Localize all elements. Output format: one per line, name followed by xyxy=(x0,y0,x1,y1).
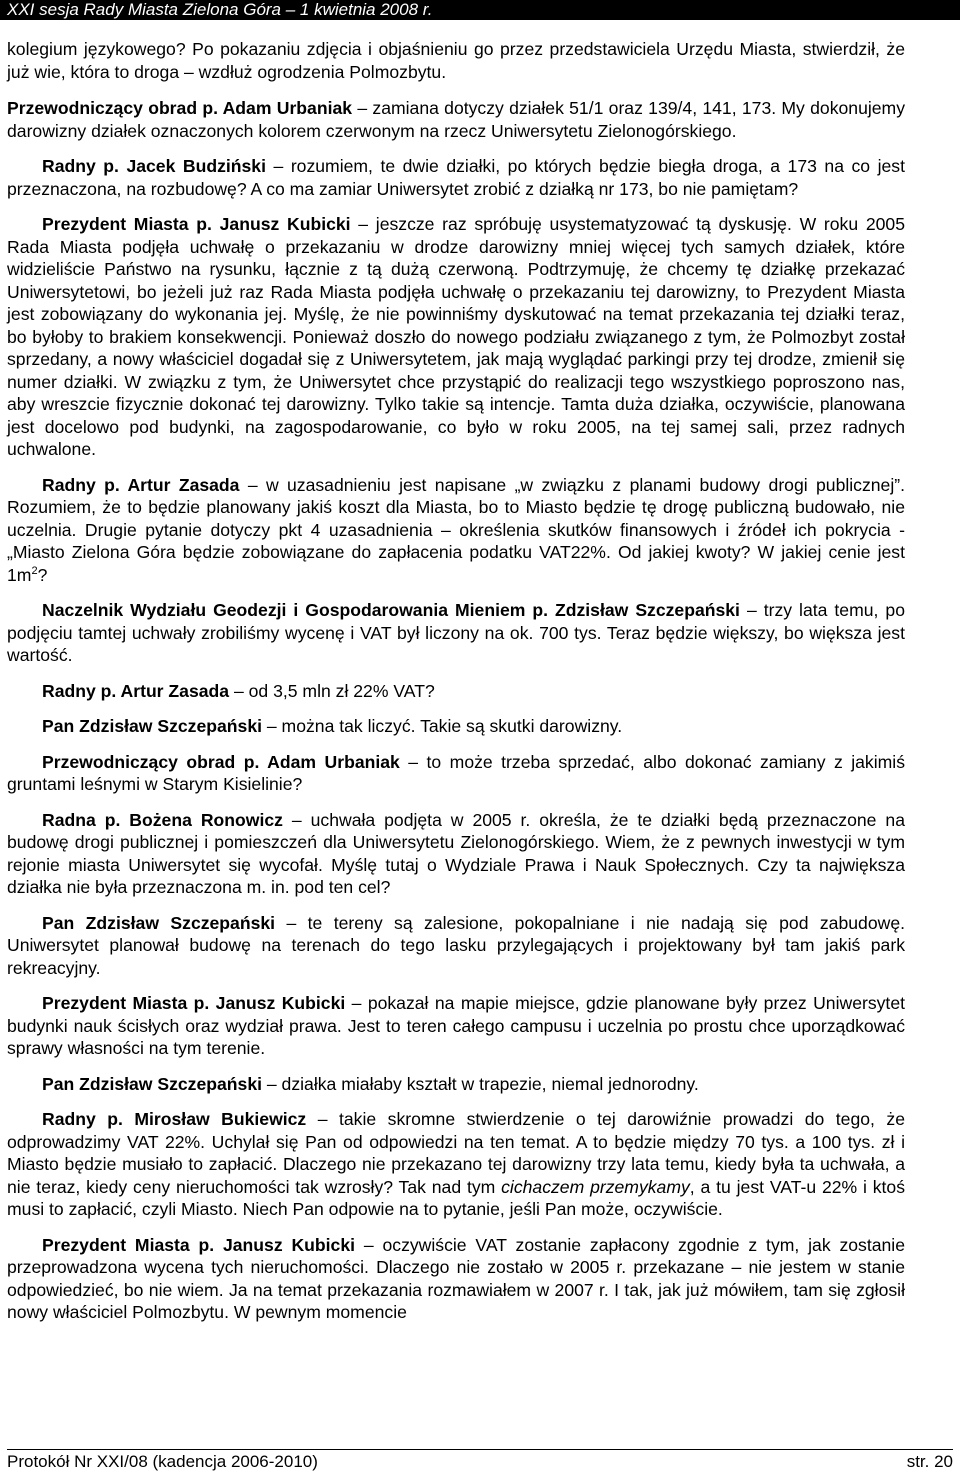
speaker-name: Radna p. Bożena Ronowicz xyxy=(42,809,283,830)
paragraph xyxy=(7,751,905,796)
speaker-name: Prezydent Miasta p. Janusz Kubicki xyxy=(42,214,351,234)
paragraph xyxy=(7,992,905,1060)
page-footer xyxy=(7,1452,953,1472)
speaker-name: Pan Zdzisław Szczepański xyxy=(42,716,262,736)
paragraph xyxy=(7,38,905,83)
speaker-name: Radny p. Artur Zasada xyxy=(42,474,240,495)
paragraph-text: – uchwała podjęta w 2005 r. określa, że te działki będą przeznaczone na budowę drogi publicznej i pomieszczeń dla Uniwersytetu Zielonogórskiego. Wiem, że z pewnych inwestycji w tym rejonie miasta Uniwersytet się wycofał. Myślę tutaj o Wydziale Prawa i Nauk Społecznych. Czy ta największa działka nie była przeznaczona m. in. pod ten cel? xyxy=(7,809,905,897)
speaker-name: Radny p. Jacek Budziński xyxy=(42,156,266,176)
paragraph xyxy=(7,155,905,200)
paragraph-text: – rozumiem, te dwie działki, po których będzie biegła droga, a 173 na co jest przeznaczona, na rozbudowę? A co ma zamiar Uniwersytet zrobić z działką nr 173, bo nie pamiętam? xyxy=(7,156,905,199)
paragraph-text: – można tak liczyć. Takie są skutki darowizny. xyxy=(262,716,623,736)
speaker-name: Przewodniczący obrad p. Adam Urbaniak xyxy=(42,751,400,772)
superscript: 2 xyxy=(31,564,38,577)
speaker-name: Prezydent Miasta p. Janusz Kubicki xyxy=(42,1234,356,1255)
speaker-name: Pan Zdzisław Szczepański xyxy=(42,912,276,933)
paragraph xyxy=(7,474,905,587)
footer-document-ref: Protokół Nr XXI/08 (kadencja 2006-2010) xyxy=(7,1452,318,1471)
paragraph-text: – pokazał na mapie miejsce, gdzie planowane były przez Uniwersytet budynki nauk ścisłych oraz wydział prawa. Jest to teren całego campusu i uczelnia po prostu chce uporządkować sprawy własności na tym terenie. xyxy=(7,993,905,1058)
running-header: XXI sesja Rady Miasta Zielona Góra – 1 kwietnia 2008 r. xyxy=(0,0,960,20)
paragraph-text: – zamiana dotyczy działek 51/1 oraz 139/4, 141, 173. My dokonujemy darowizny działek oznaczonych kolorem czerwonym na rzecz Uniwersytetu Zielonogórskiego. xyxy=(7,98,906,141)
paragraph xyxy=(7,1073,905,1096)
paragraph-text: kolegium językowego? Po pokazaniu zdjęcia i objaśnieniu go przez przedstawiciela Urzędu Miasta, stwierdził, że już wie, która to droga – wzdłuż ogrodzenia Polmozbytu. xyxy=(7,39,905,82)
italic-phrase: cichaczem przemykamy xyxy=(501,1176,690,1197)
paragraph xyxy=(7,715,905,738)
paragraph-text: – takie skromne stwierdzenie o tej darowiźnie prowadzi do tego, że odprowadzimy VAT 22%. Uchylał się Pan od odpowiedzi na ten temat. A to będzie między 70 tys. a 100 tys. zł i Miasto będzie musiało to zapłacić. Dlaczego nie przekazano tej darowizny trzy lata temu, kiedy była ta uchwała, a nie teraz, kiedy ceny nieruchomości tak wzrosły? Tak nad tym xyxy=(7,1109,905,1197)
paragraph-text: – działka miałaby kształt w trapezie, niemal jednorodny. xyxy=(262,1073,699,1094)
paragraph-text: – od 3,5 mln zł 22% VAT? xyxy=(229,680,435,701)
paragraph-text: – te tereny są zalesione, pokopalniane i nie nadają się pod zabudowę. Uniwersytet planował budowę na terenach do tego lasku przylegających i projektowany był tam jakiś park rekreacyjny. xyxy=(7,912,905,978)
speaker-name: Radny p. Mirosław Bukiewicz xyxy=(42,1109,307,1129)
footer-divider xyxy=(7,1449,953,1450)
paragraph xyxy=(7,1108,905,1221)
paragraph xyxy=(7,912,905,980)
paragraph-text: – w uzasadnieniu jest napisane „w związku z planami budowy drogi publicznej”. Rozumiem, że to będzie planowany jakiś koszt dla Miasta, bo to Miasto będzie tę drogę publiczną budowało, nie uczelnia. Drugie pytanie dotyczy pkt 4 uzasadnienia – określenia skutków finansowych i źródeł ich pokrycia - „Miasto Zielona Góra będzie zobowiązane do zapłacenia podatku VAT22%. Od jakiej kwoty? W jakiej cenie jest 1m xyxy=(7,474,906,585)
paragraph xyxy=(7,1234,905,1324)
paragraph xyxy=(7,809,905,899)
paragraph-text: – jeszcze raz spróbuję usystematyzować tą dyskusję. W roku 2005 Rada Miasta podjęła uchwałę o przekazaniu w drodze darowizny mniej więcej tych samych działek, które widzieliście Państwo na rysunku, łącznie z tą dużą czerwoną. Podtrzymuję, że chcemy tę działkę przekazać Uniwersytetowi, bo jeżeli już raz Rada Miasta podjęła uchwałę o przekazaniu tej darowizny, to Prezydent Miasta jest zobowiązany do wykonania jej. Myślę, że nie powinniśmy dyskutować na temat przekazania tej działki teraz, bo byłoby to brakiem konsekwencji. Ponieważ doszło do nowego podziału związanego z tym, że Polmozbyt został sprzedany, a nowy właściciel dogadał się z Uniwersytetem, jak mają wyglądać parkingi przy tej drodze, zmienił się numer działki. W związku z tym, że Uniwersytet chce przystąpić do realizacji tego wszystkiego poproszono nas, aby wreszcie fizycznie dokonać tej darowizny. Tylko takie są intencje. Tamta duża działka, oczywiście, planowana jest docelowo pod budynki, na zagospodarowanie, co było w roku 2005, na tej samej sali, przez radnych uchwalone. xyxy=(7,214,905,459)
speaker-name: Przewodniczący obrad p. Adam Urbaniak xyxy=(7,98,353,118)
document-body xyxy=(7,38,905,1324)
paragraph xyxy=(7,97,905,142)
speaker-name: Pan Zdzisław Szczepański xyxy=(42,1073,262,1094)
paragraph xyxy=(7,213,905,461)
speaker-name: Radny p. Artur Zasada xyxy=(42,680,230,701)
speaker-name: Naczelnik Wydziału Geodezji i Gospodarowania Mieniem p. Zdzisław Szczepański xyxy=(42,600,740,620)
paragraph-text-end: ? xyxy=(37,564,48,585)
page-number: str. 20 xyxy=(906,1452,953,1471)
paragraph xyxy=(7,680,905,703)
paragraph-text: – oczywiście VAT zostanie zapłacony zgodnie z tym, jak zostanie przeprowadzona wycena tych nieruchomości. Dlaczego nie zostało w 2005 r. przekazane – nie jestem w stanie odpowiedzieć, bo nie wiem. Ja na temat przekazania rozmawiałem w 2007 r. I tak, jak już mówiłem, tam się zgłosił nowy właściciel Polmozbytu. W pewnym momencie xyxy=(7,1234,905,1322)
paragraph-text: – trzy lata temu, po podjęciu tamtej uchwały zrobiliśmy wycenę i VAT był liczony na ok. 700 tys. Teraz będzie większy, bo większa jest wartość. xyxy=(7,600,905,665)
paragraph-text-cont: , a tu jest VAT-u 22% i ktoś musi to zapłacić, czyli Miasto. Niech Pan odpowie na to pytanie, jeśli Pan może, oczywiście. xyxy=(7,1176,905,1219)
speaker-name: Prezydent Miasta p. Janusz Kubicki xyxy=(42,993,346,1013)
paragraph xyxy=(7,599,905,667)
paragraph-text: – to może trzeba sprzedać, albo dokonać zamiany z jakimiś gruntami leśnymi w Starym Kisielinie? xyxy=(7,751,905,794)
